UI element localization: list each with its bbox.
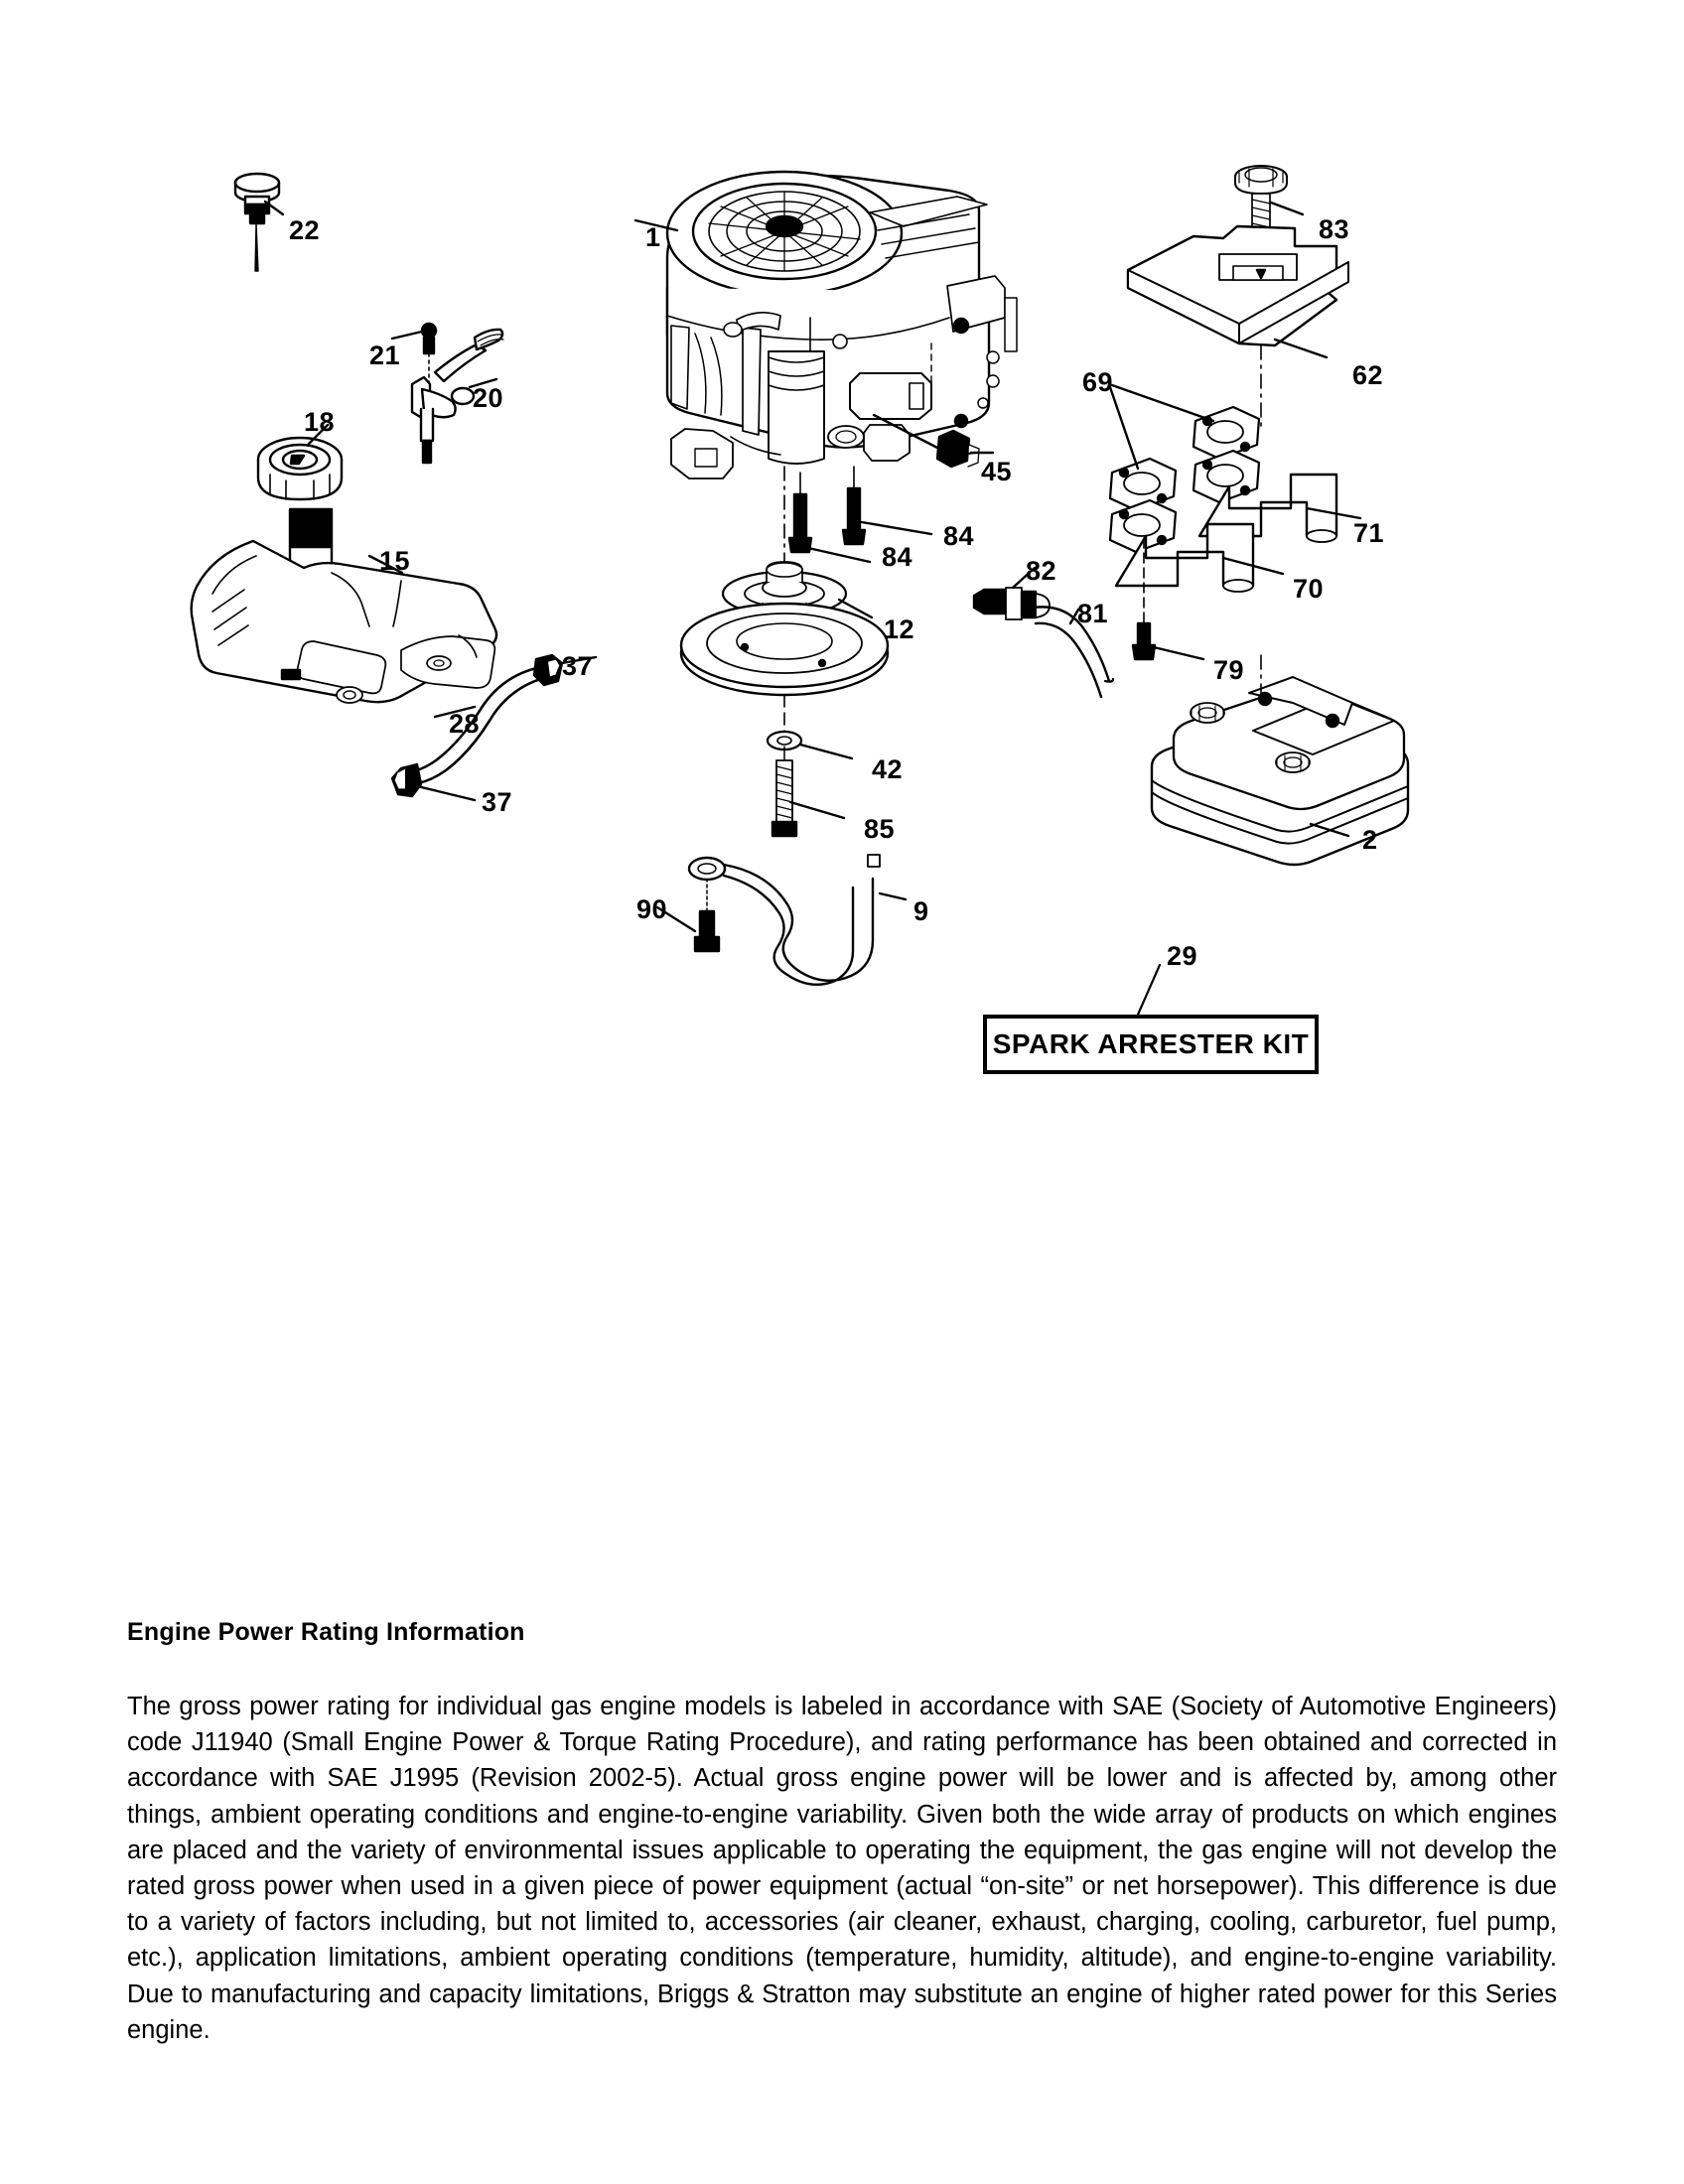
pulley-bolt-icon [772, 747, 844, 836]
callout-29: 29 [1167, 941, 1198, 971]
callout-37-upper: 37 [562, 651, 594, 681]
callout-81: 81 [1077, 599, 1109, 628]
callout-2: 2 [1362, 825, 1378, 855]
pulley-washer-icon [768, 732, 852, 758]
callout-84-left: 84 [882, 542, 913, 572]
fuel-tank-icon [192, 509, 496, 703]
callout-12: 12 [884, 614, 915, 644]
breather-hose-icon [974, 568, 1113, 697]
callout-9: 9 [913, 896, 929, 926]
callout-22: 22 [289, 215, 321, 245]
callout-1: 1 [645, 222, 661, 252]
callout-83: 83 [1319, 214, 1350, 244]
callout-42: 42 [872, 754, 904, 784]
engine-power-rating-section [127, 1618, 1557, 2048]
spark-arrester-kit-label: SPARK ARRESTER KIT [992, 1028, 1310, 1059]
callout-21: 21 [369, 341, 401, 370]
section-heading: Engine Power Rating Information [127, 1618, 525, 1646]
callout-18: 18 [304, 407, 336, 437]
callout-90: 90 [636, 894, 668, 924]
engine-pulley-icon [681, 562, 888, 733]
section-paragraph: The gross power rating for individual gas engine models is labeled in accordance with SAE (Society of Automotive Engineers) code J11940 (Small Engine Power & Torque Rating Procedure), and rating performance has been obtained and corrected in accordance with SAE J1995 (Revision 2002-5). Actual gross engine power will be lower and is affected by, among other things, ambient operating conditions and engine-to-engine variability. Given both the wide array of products on which engines are placed and the variety of environmental issues applicable to operating the equipment, the gas engine will not develop the rated gross power when used in a given piece of power equipment (actual “on-site” or net horsepower). This difference is due to a variety of factors including, but not limited to, accessories (air cleaner, exhaust, charging, cooling, carburetor, fuel pump, etc.), application limitations, ambient operating conditions (temperature, humidity, altitude), and engine-to-engine variability. Due to manufacturing and capacity limitations, Briggs & Stratton may substitute an engine of higher rated power for this Series engine. [127, 1693, 1557, 2044]
callout-28: 28 [449, 709, 481, 739]
spark-arrester-kit-box [983, 1015, 1319, 1074]
callout-20: 20 [473, 383, 504, 413]
choke-knob-icon [235, 174, 283, 271]
callout-70: 70 [1293, 574, 1325, 604]
wire-rod-icon [689, 855, 906, 985]
callout-69: 69 [1082, 367, 1114, 397]
callout-62: 62 [1352, 360, 1384, 390]
callout-85: 85 [864, 814, 896, 844]
callout-71: 71 [1353, 518, 1385, 548]
heat-shield-icon [1128, 226, 1348, 427]
callout-15: 15 [379, 546, 411, 576]
callout-79: 79 [1213, 655, 1245, 685]
callout-45: 45 [981, 457, 1013, 486]
callout-84-right: 84 [943, 521, 975, 551]
callout-37-lower: 37 [482, 787, 513, 817]
callout-82: 82 [1026, 556, 1057, 586]
